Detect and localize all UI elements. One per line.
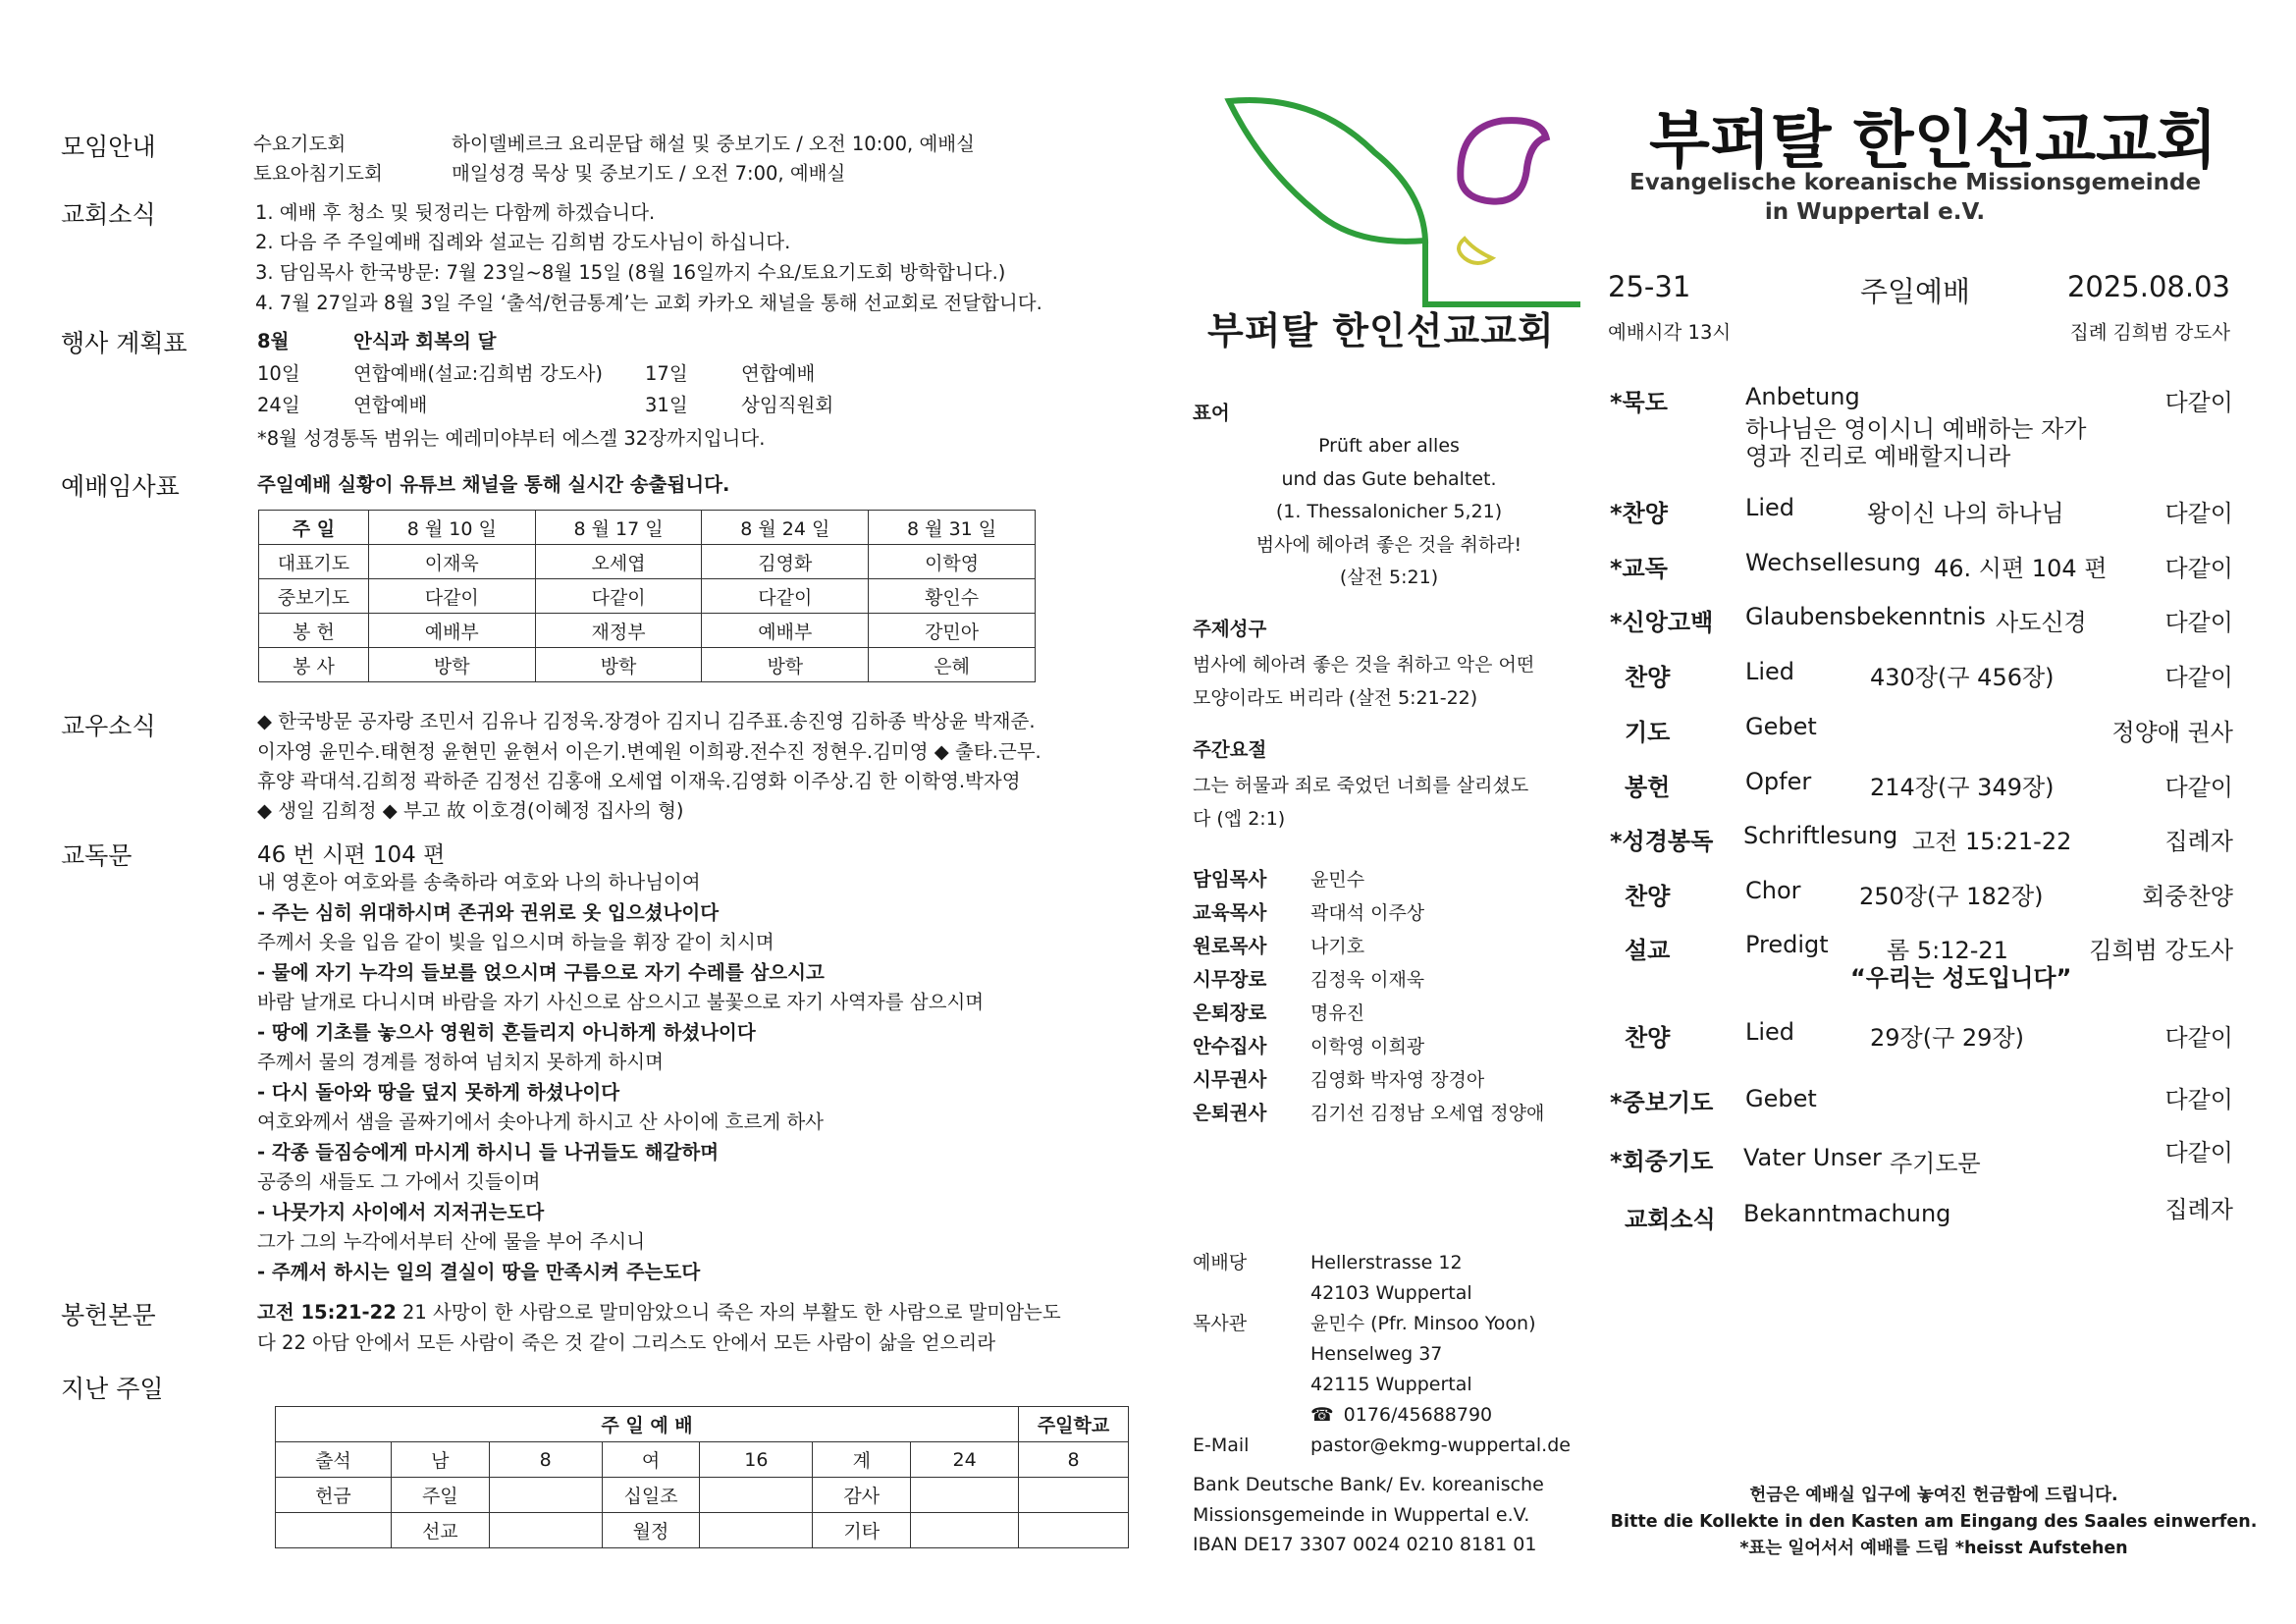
table-cell: 16 [700,1442,813,1478]
members-line: ◆ 한국방문 공자랑 조민서 김유나 김정욱.장경아 김지니 김주표.송진영 김하종 박상윤 박재준. [257,710,1036,732]
table-cell: 방학 [702,648,869,682]
order-de: Opfer [1745,768,1812,795]
order-name: 찬양 [1625,883,1671,910]
table-row [276,1407,1129,1442]
order-de: Wechsellesung [1745,549,1922,576]
staff-names: 곽대석 이주상 [1310,902,1425,924]
order-detail: 롬 5:12-21 [1887,937,2008,964]
staff-role: 담임목사 [1193,868,1267,891]
order-de: Lied [1745,1018,1795,1046]
staff-role: 은퇴권사 [1193,1102,1267,1124]
motto-line: 범사에 헤아려 좋은 것을 취하라! [1255,533,1522,556]
motto-lines [1193,430,1585,595]
table-cell [911,1478,1019,1513]
staff-role: 시무권사 [1193,1068,1267,1091]
table-cell: 재정부 [535,614,702,648]
event-day: 24일 [257,394,300,416]
table-row [259,614,1036,648]
members-title: 교우소식 [61,712,156,740]
church-logo-icon [1207,74,1600,319]
table-cell [911,1513,1019,1548]
table-cell: 봉 헌 [259,614,369,648]
service-time: 예배시각 13시 [1608,321,1732,344]
meeting-title: 모임안내 [61,133,156,161]
order-de: Anbetung [1745,383,1860,410]
order-who: 다같이 [2164,664,2233,691]
reading-line: - 땅에 기초를 놓으사 영원히 흔들리지 아니하게 하셨나이다 [257,1020,756,1044]
footer-line: *표는 일어서서 예배를 드림 *heisst Aufstehen [1739,1539,2128,1558]
news-item: 1. 예배 후 청소 및 뒷정리는 다함께 하겠습니다. [255,201,656,224]
logo-text: 부퍼탈 한인선교교회 [1207,309,1555,352]
reading-title: 교독문 [61,841,133,870]
table-cell: 주일 [391,1478,489,1513]
reading-line: 바람 날개로 다니시며 바람을 자기 사신으로 삼으시고 불꽃으로 자기 사역자를 삼으시며 [257,991,985,1013]
table-header: 주 일 예 배 [276,1407,1019,1442]
order-name: *신앙고백 [1610,609,1714,636]
reading-line: - 각종 들짐승에게 마시게 하시니 들 나귀들도 해갈하며 [257,1140,720,1164]
news-title: 교회소식 [61,200,156,229]
staff-role: 시무장로 [1193,968,1267,991]
sermon-title: “우리는 성도입니다” [1850,964,2072,992]
staff-role: 원로목사 [1193,935,1267,957]
members-line: ◆ 생일 김희정 ◆ 부고 故 이호경(이혜정 집사의 형) [257,799,684,822]
bank-line: Missionsgemeinde in Wuppertal e.V. [1193,1503,1530,1526]
order-who: 집례자 [2164,828,2233,855]
offering-text-line2: 다 22 아담 안에서 모든 사람이 죽은 것 같이 그리스도 안에서 모든 사람이 삶을 얻으리라 [257,1331,996,1354]
duty-table [258,510,1036,682]
reading-lines [257,868,984,1287]
motto-title: 표어 [1193,402,1230,424]
offering-text-line1 [257,1298,1061,1328]
table-cell: 오세엽 [535,545,702,579]
staff-row [1193,864,1544,897]
order-de: Predigt [1745,931,1829,958]
duty-note: 주일예배 실황이 유튜브 채널을 통해 실시간 송출됩니다. [257,473,730,496]
table-row [276,1513,1129,1548]
table-cell: 다같이 [535,579,702,614]
bank-line: Bank Deutsche Bank/ Ev. koreanische [1193,1474,1544,1495]
staff-names: 김정욱 이재욱 [1310,969,1425,991]
table-cell [1019,1478,1129,1513]
phone-number: 0176/45688790 [1343,1404,1493,1426]
order-who: 다같이 [2164,774,2233,801]
table-cell: 황인수 [869,579,1036,614]
staff-role: 안수집사 [1193,1035,1267,1057]
reading-line: 공중의 새들도 그 가에서 깃들이며 [257,1170,541,1193]
church-address: 42103 Wuppertal [1310,1282,1472,1304]
staff-names: 김기선 김정남 오세엽 정양애 [1310,1103,1545,1124]
staff-names: 명유진 [1310,1002,1365,1024]
order-de: Glaubensbekenntnis [1745,603,1986,630]
order-de: Gebet [1745,1085,1817,1112]
table-cell: 출석 [276,1442,392,1478]
meeting-desc-1: 하이델베르크 요리문답 해설 및 중보기도 / 오전 10:00, 예배실 [452,133,975,155]
table-row [276,1442,1129,1478]
email-label: E-Mail [1193,1435,1250,1456]
staff-row [1193,1064,1544,1098]
staff-role: 교육목사 [1193,901,1267,924]
staff-names: 윤민수 [1310,869,1365,891]
weekly-verse-line: 그는 허물과 죄로 죽었던 너희를 살리셨도 [1193,775,1529,796]
table-cell: 다같이 [368,579,535,614]
bank-info [1193,1470,1544,1560]
table-cell: 이재욱 [368,545,535,579]
address-block [1193,1249,1571,1462]
order-who: 다같이 [2164,555,2233,582]
table-row [259,648,1036,682]
order-detail: 사도신경 [1996,609,2087,636]
manse-label: 목사관 [1193,1313,1248,1334]
table-row [276,1478,1129,1513]
order-who: 집례자 [2164,1196,2233,1223]
reading-line: 주께서 옷을 입음 같이 빛을 입으시며 하늘을 휘장 같이 치시며 [257,931,774,953]
footer-line: 헌금은 예배실 입구에 놓여진 헌금함에 드립니다. [1749,1486,2118,1505]
table-cell: 십일조 [602,1478,700,1513]
order-de: Bekanntmachung [1743,1200,1951,1227]
duty-title: 예배임사표 [61,472,180,501]
reading-line: - 주께서 하시는 일의 결실이 땅을 만족시켜 주는도다 [257,1260,701,1283]
table-cell: 월정 [602,1513,700,1548]
order-name: *회중기도 [1610,1148,1714,1175]
table-cell: 24 [911,1442,1019,1478]
table-cell: 헌금 [276,1478,392,1513]
church-subtitle-2: in Wuppertal e.V. [1764,199,1986,225]
staff-names: 나기호 [1310,936,1365,957]
theme-verse-line: 범사에 헤아려 좋은 것을 취하고 악은 어떤 [1193,654,1535,676]
logo-leaf-purple [1461,121,1546,202]
logo-seed-yellow [1459,239,1492,263]
phone-icon: ☎ [1310,1404,1334,1426]
order-who: 다같이 [2164,609,2233,636]
manse-address: 윤민수 (Pfr. Minsoo Yoon) [1310,1313,1536,1334]
events-note: *8월 성경통독 범위는 예레미야부터 에스겔 32장까지입니다. [257,427,766,450]
news-item: 4. 7월 27일과 8월 3일 주일 ‘출석/헌금통계’는 교회 카카오 채널을 통해 선교회로 전달합니다. [255,292,1042,314]
table-cell [1019,1513,1129,1548]
order-name: *성경봉독 [1610,828,1714,855]
address-row [1193,1432,1571,1462]
events-theme: 안식과 회복의 달 [353,330,497,352]
address-row [1193,1371,1571,1401]
church-title: 부퍼탈 한인선교교회 [1649,105,2217,178]
table-row [259,511,1036,545]
order-detail: 430장(구 456장) [1870,664,2055,691]
staff-names: 김영화 박자영 장경아 [1310,1069,1485,1091]
table-cell [276,1513,392,1548]
event-day: 31일 [645,394,688,416]
motto-line: (살전 5:21) [1339,567,1439,588]
table-cell: 선교 [391,1513,489,1548]
attendance-table [275,1406,1129,1548]
table-cell: 남 [391,1442,489,1478]
order-detail: 고전 15:21-22 [1912,828,2072,855]
order-who: 다같이 [2164,500,2233,527]
address-row [1193,1310,1571,1340]
order-de: Gebet [1745,713,1817,740]
order-detail: 29장(구 29장) [1870,1024,2024,1052]
reading-line: - 다시 돌아와 땅을 덮지 못하게 하셨나이다 [257,1080,620,1104]
news-item: 3. 담임목사 한국방문: 7월 23일~8월 15일 (8월 16일까지 수요/토요기도회 방학합니다.) [255,261,1006,284]
table-cell: 은혜 [869,648,1036,682]
event-desc: 연합예배 [741,362,816,385]
table-cell: 중보기도 [259,579,369,614]
manse-address: 42115 Wuppertal [1310,1374,1472,1395]
reading-line: 여호와께서 샘을 골짜기에서 솟아나게 하시고 산 사이에 흐르게 하사 [257,1110,825,1133]
table-cell: 방학 [535,648,702,682]
logo-stem [1425,241,1580,304]
staff-row [1193,964,1544,998]
order-name: 교회소식 [1625,1206,1716,1233]
staff-row [1193,998,1544,1031]
order-who: 다같이 [2164,1086,2233,1113]
order-who: 다같이 [2164,389,2233,416]
address-row [1193,1340,1571,1371]
table-cell: 다같이 [702,579,869,614]
order-name: 설교 [1625,937,1671,964]
logo-leaf-green [1229,100,1425,242]
weekly-verse-title: 주간요절 [1193,738,1267,761]
address-row [1193,1401,1571,1432]
order-de: Lied [1745,658,1795,685]
order-name: 기도 [1625,719,1671,746]
table-cell [700,1513,813,1548]
staff-role: 은퇴장로 [1193,1001,1267,1024]
order-de: Schriftlesung [1743,822,1898,849]
order-name: *중보기도 [1610,1089,1714,1116]
address-row [1193,1279,1571,1310]
news-item: 2. 다음 주 주일예배 집례와 설교는 김희범 강도사님이 하십니다. [255,231,791,253]
table-header: 8 월 31 일 [869,511,1036,545]
table-cell: 강민아 [869,614,1036,648]
motto-line: Prüft aber alles [1318,435,1460,457]
table-header: 8 월 24 일 [702,511,869,545]
order-detail: 왕이신 나의 하나님 [1867,500,2064,527]
meeting-name-1: 수요기도회 [253,133,347,155]
table-header: 주 일 [259,511,369,545]
order-who: 김희범 강도사 [2089,937,2233,964]
events-month: 8월 [257,330,290,352]
order-name: *묵도 [1610,389,1668,416]
order-who: 다같이 [2164,1139,2233,1166]
church-address: Hellerstrasse 12 [1310,1252,1463,1273]
address-row [1193,1249,1571,1279]
order-de: Lied [1745,494,1795,521]
table-cell: 대표기도 [259,545,369,579]
table-row [259,545,1036,579]
staff-row [1193,931,1544,964]
bank-line: IBAN DE17 3307 0024 0210 8181 01 [1193,1534,1537,1555]
order-name: 찬양 [1625,664,1671,691]
table-cell [489,1478,602,1513]
call-to-worship: 영과 진리로 예배할지니라 [1745,443,2011,470]
order-name: 봉헌 [1625,774,1671,801]
table-header: 8 월 10 일 [368,511,535,545]
order-detail: 46. 시편 104 편 [1934,555,2108,582]
order-name: 찬양 [1625,1024,1671,1052]
week-number: 25-31 [1608,270,1691,303]
footer-line: Bitte die Kollekte in den Kasten am Eingang des Saales einwerfen. [1610,1512,2258,1532]
order-detail: 250장(구 182장) [1859,883,2044,910]
order-who: 회중찬양 [2142,883,2233,910]
service-name: 주일예배 [1860,275,1971,308]
reading-line: 그가 그의 누각에서부터 산에 물을 부어 주시니 [257,1230,646,1253]
order-name: *교독 [1610,555,1668,582]
members-line: 이자영 윤민수.태현정 윤현민 윤현서 이은기.변예원 이희광.전수진 정현우.김미영 ◆ 출타.근무. [257,740,1041,763]
events-title: 행사 계획표 [61,329,187,357]
manse-address: Henselweg 37 [1310,1343,1443,1365]
table-cell: 계 [813,1442,911,1478]
table-cell: 감사 [813,1478,911,1513]
reading-line: 주께서 물의 경계를 정하여 넘치지 못하게 하시며 [257,1051,664,1073]
event-desc: 연합예배(설교:김희범 강도사) [353,362,604,385]
table-cell: 봉 사 [259,648,369,682]
theme-verse-title: 주제성구 [1193,618,1267,640]
event-desc: 연합예배 [353,394,428,416]
table-cell [700,1478,813,1513]
reading-line: - 나뭇가지 사이에서 지저귀는도다 [257,1200,545,1223]
table-cell: 이학영 [869,545,1036,579]
motto-line: und das Gute behaltet. [1281,467,1497,490]
table-cell [489,1513,602,1548]
table-cell: 8 [1019,1442,1129,1478]
table-cell: 여 [602,1442,700,1478]
reading-line: - 물에 자기 누각의 들보를 얹으시며 구름으로 자기 수레를 삼으시고 [257,960,825,984]
meeting-desc-2: 매일성경 묵상 및 중보기도 / 오전 7:00, 예배실 [452,162,846,185]
table-row [259,579,1036,614]
offering-text-title: 봉헌본문 [61,1301,156,1329]
staff-row [1193,1098,1544,1131]
reading-line: 내 영혼아 여호와를 송축하라 여호와 나의 하나님이여 [257,871,701,893]
weekly-verse-line: 다 (엡 2:1) [1193,808,1286,830]
offering-ref: 고전 15:21-22 [257,1301,397,1324]
church-label: 예배당 [1193,1252,1248,1273]
staff-names: 이학영 이희광 [1310,1036,1425,1057]
theme-verse-line: 모양이라도 버리라 (살전 5:21-22) [1193,687,1478,709]
service-date: 2025.08.03 [2066,270,2230,303]
event-day: 10일 [257,362,300,385]
meeting-name-2: 토요아침기도회 [253,162,383,185]
last-sunday-title: 지난 주일 [61,1375,164,1403]
service-leader: 집례 김희범 강도사 [2069,321,2230,344]
order-who: 다같이 [2164,1024,2233,1052]
table-cell: 8 [489,1442,602,1478]
table-header: 8 월 17 일 [535,511,702,545]
table-header: 주일학교 [1019,1407,1129,1442]
staff-list [1193,864,1544,1131]
reading-line: - 주는 심히 위대하시며 존귀와 권위로 옷 입으셨나이다 [257,900,720,924]
order-who: 정양애 권사 [2111,719,2233,746]
order-name: *찬양 [1610,500,1668,527]
order-detail: 주기도문 [1890,1150,1981,1177]
offering-verse: 21 사망이 한 사람으로 말미암았으니 죽은 자의 부활도 한 사람으로 말미암는도 [396,1301,1061,1324]
call-to-worship: 하나님은 영이시니 예배하는 자가 [1745,415,2087,443]
staff-row [1193,1031,1544,1064]
table-cell: 김영화 [702,545,869,579]
order-de: Vater Unser [1743,1144,1882,1171]
table-cell: 예배부 [702,614,869,648]
table-cell: 기타 [813,1513,911,1548]
table-cell: 방학 [368,648,535,682]
church-subtitle-1: Evangelische koreanische Missionsgemeinde [1629,170,2202,195]
staff-row [1193,897,1544,931]
table-cell: 예배부 [368,614,535,648]
reading-heading: 46 번 시편 104 편 [257,842,446,868]
order-de: Chor [1745,877,1801,904]
motto-line: (1. Thessalonicher 5,21) [1275,501,1503,522]
email-link[interactable]: pastor@ekmg-wuppertal.de [1310,1435,1571,1456]
members-line: 휴양 곽대석.김희정 곽하준 김정선 김홍애 오세엽 이재욱.김영화 이주상.김 한 이학영.박자영 [257,770,1021,792]
event-day: 17일 [645,362,688,385]
footer-notes [1610,1483,2258,1562]
order-detail: 214장(구 349장) [1870,774,2055,801]
event-desc: 상임직원회 [741,394,834,416]
